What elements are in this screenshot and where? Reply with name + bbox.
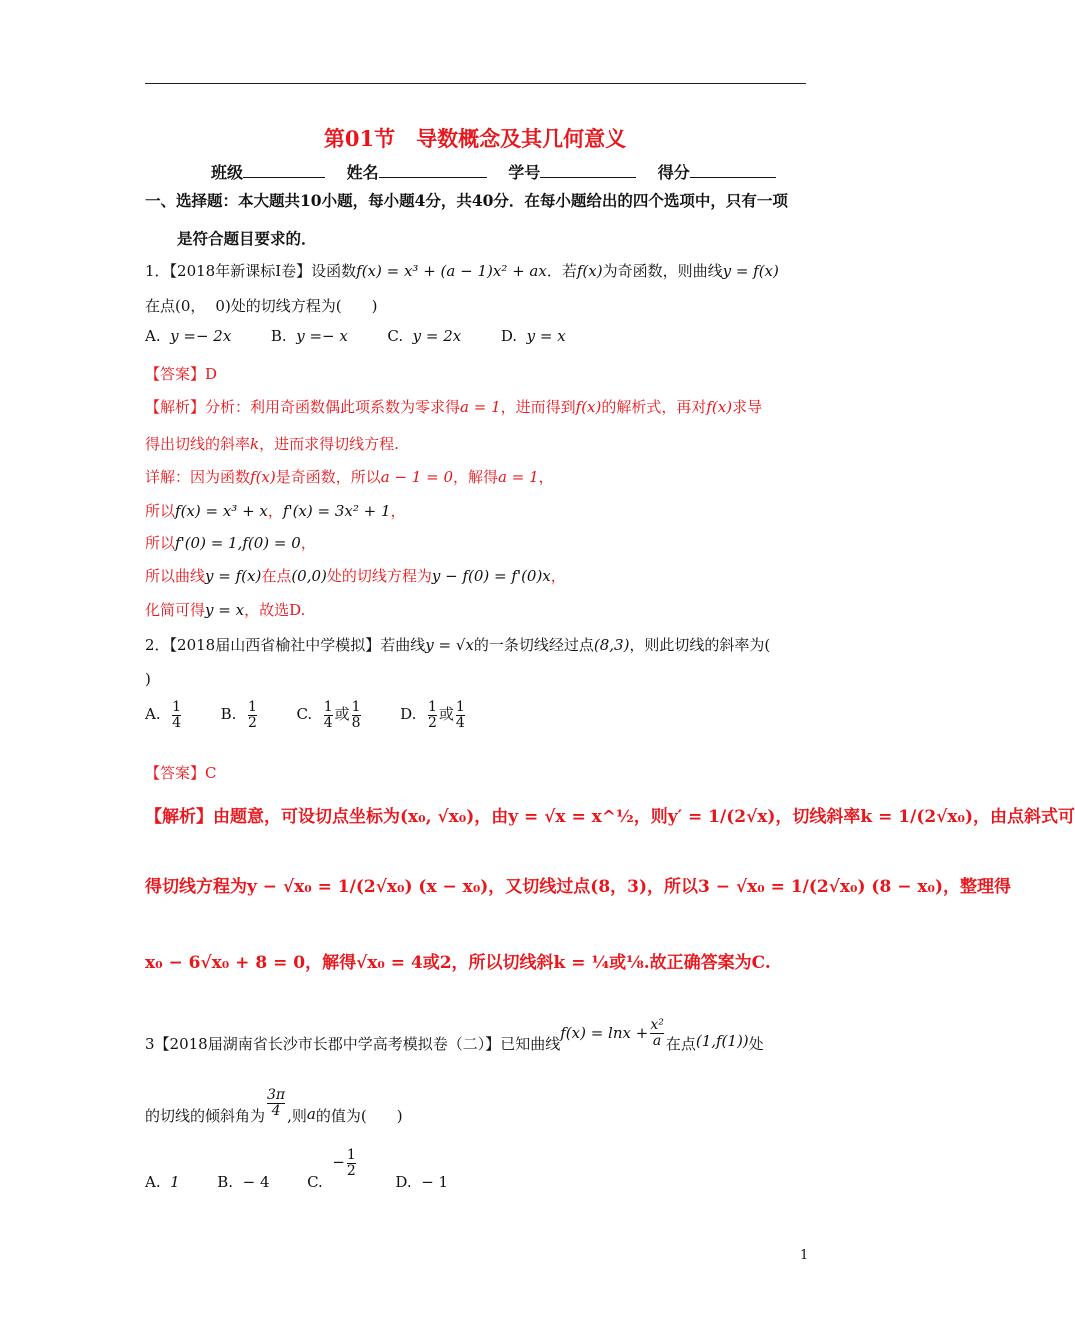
id-blank[interactable] xyxy=(540,163,636,178)
header-rule xyxy=(145,83,806,84)
q3-stem-line2: 的切线的倾斜角为 $\frac{3\pi}{4}$ ,则a的值为( ) xyxy=(145,1087,403,1126)
class-blank[interactable] xyxy=(243,163,325,178)
q2-options xyxy=(145,700,467,730)
q1-function: f(x) = x³ + (a − 1)x² + ax xyxy=(356,262,547,280)
q3-option-c[interactable]: C. − $\frac{1}{2}$ xyxy=(307,1147,356,1192)
q2-option-a[interactable]: A. $\frac{1}{4}$ xyxy=(145,699,182,731)
section-heading-line2: 是符合题目要求的． xyxy=(177,229,317,248)
score-label: 得分 xyxy=(657,163,690,182)
q2-option-d[interactable]: D. $\frac{1}{2}$ 或 $\frac{1}{4}$ xyxy=(400,699,465,731)
q1-detail-line5: 化简可得y = x，故选D. xyxy=(145,601,306,619)
page-number: 1 xyxy=(800,1248,809,1263)
q1-option-d[interactable]: D. y = x xyxy=(500,327,566,345)
q1-detail-line1: 详解：因为函数f(x)是奇函数，所以a − 1 = 0，解得a = 1， xyxy=(145,468,554,486)
q1-option-b[interactable]: B. y =− x xyxy=(270,327,348,345)
q2-stem-line1: 2．【2018届山西省榆社中学模拟】若曲线y = √x的一条切线经过点(8,3)，则此切线的斜率为( xyxy=(145,636,771,654)
q1-analysis-line2: 得出切线的斜率k，进而求得切线方程. xyxy=(145,435,399,453)
id-label: 学号 xyxy=(508,163,541,182)
q3-stem-line1: 3【2018届湖南省长沙市长郡中学高考模拟卷（二）】已知曲线f(x) = lnx + $\frac{\text{x²}}{a}$ 在点(1,f(1))处 xyxy=(145,1017,764,1053)
q3-option-d[interactable]: D. − 1 xyxy=(395,1173,449,1192)
q3-option-b[interactable]: B. − 4 xyxy=(217,1173,270,1192)
q1-detail-line4: 所以曲线y = f(x)在点(0,0)处的切线方程为y − f(0) = f'(0)x， xyxy=(145,567,566,585)
q2-option-b[interactable]: B. $\frac{1}{2}$ xyxy=(220,699,257,731)
q3-options xyxy=(145,1147,449,1192)
name-blank[interactable] xyxy=(379,163,487,178)
q1-option-a[interactable]: A. y =− 2x xyxy=(145,327,232,345)
q2-solution-line2: 得切线方程为y − √x₀ = 1/(2√x₀) (x − x₀)，又切线过点(8，3)，所以3 − √x₀ = 1/(2√x₀) (8 − x₀)，整理得 xyxy=(145,877,1011,897)
q1-answer: 【答案】D xyxy=(145,365,218,383)
q1-detail-line2: 所以f(x) = x³ + x，f'(x) = 3x² + 1， xyxy=(145,502,406,520)
q1-options xyxy=(145,327,566,345)
section-heading-line1: 一、选择题：本大题共10小题，每小题4分，共40分．在每小题给出的四个选项中，只有一项 xyxy=(145,191,788,210)
q1-analysis-line1: 【解析】分析：利用奇函数偶此项系数为零求得a = 1，进而得到f(x)的解析式，再对f(x)求导 xyxy=(145,398,763,416)
q2-answer: 【答案】C xyxy=(145,764,217,782)
class-label: 班级 xyxy=(211,163,244,182)
q2-solution-line3: x₀ − 6√x₀ + 8 = 0，解得√x₀ = 4或2，所以切线斜k = ¼或⅛.故正确答案为C. xyxy=(145,953,771,973)
student-fields xyxy=(211,160,792,183)
q2-stem-line2: ) xyxy=(145,670,151,688)
page-title: 第01节 导数概念及其几何意义 xyxy=(323,126,627,151)
q3-option-a[interactable]: A. 1 xyxy=(145,1173,180,1192)
q1-stem-line1: 1．【2018年新课标I卷】设函数f(x) = x³ + (a − 1)x² + ax．若f(x)为奇函数，则曲线y = f(x) xyxy=(145,262,779,280)
score-blank[interactable] xyxy=(690,163,776,178)
q1-option-c[interactable]: C. y = 2x xyxy=(387,327,462,345)
name-label: 姓名 xyxy=(346,163,379,182)
q2-option-c[interactable]: C. $\frac{1}{4}$ 或 $\frac{1}{8}$ xyxy=(296,699,361,731)
q1-stem-line2: 在点(0， 0)处的切线方程为( ) xyxy=(145,297,378,315)
q2-solution-line1: 【解析】由题意，可设切点坐标为(x₀, √x₀)，由y = √x = x^½，则y′ = 1/(2√x)，切线斜率k = 1/(2√x₀)，由点斜式可 xyxy=(145,807,1075,827)
q1-detail-line3: 所以f'(0) = 1,f(0) = 0， xyxy=(145,534,316,552)
